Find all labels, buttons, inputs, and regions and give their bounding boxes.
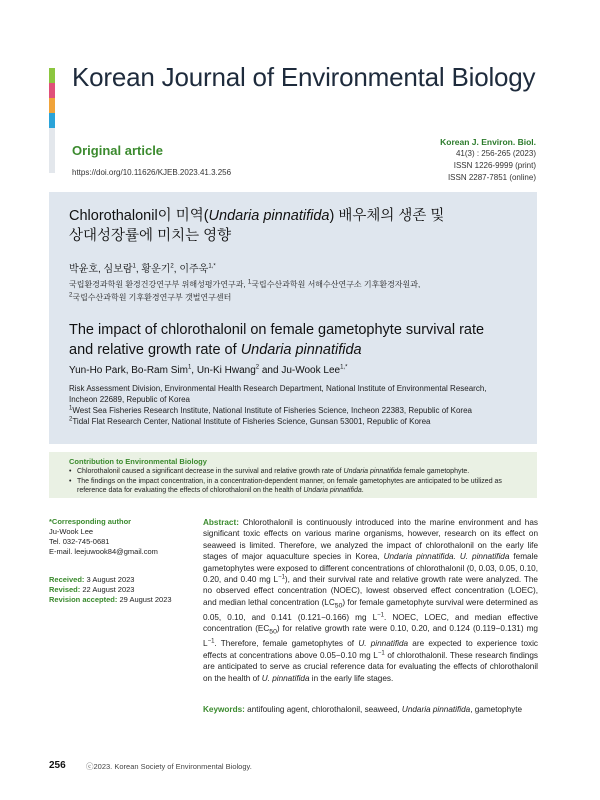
affiliation-mark: 1 xyxy=(247,279,252,286)
english-title xyxy=(69,320,529,360)
journal-color-bar xyxy=(49,68,55,173)
subscript: 50 xyxy=(269,628,277,636)
contribution-text: female gametophyte. xyxy=(401,468,470,475)
citation-block xyxy=(440,136,536,184)
affiliation-mark: 2 xyxy=(255,364,260,371)
color-segment-green xyxy=(49,68,55,83)
abstract-text: . Therefore, female gametophytes of xyxy=(214,639,359,649)
affiliation-mark: 2 xyxy=(69,292,73,299)
superscript: −1 xyxy=(278,574,285,581)
english-title-part: The impact of chlorothalonil on female gametophyte survival rate xyxy=(69,322,485,338)
copyright: ⓒ2023. Korean Society of Environmental Biology. xyxy=(86,762,252,771)
affiliation-text: 국립환경과학원 환경건강연구부 위해성평가연구과, xyxy=(69,280,248,289)
korean-authors xyxy=(69,260,216,275)
color-segment-orange xyxy=(49,98,55,113)
english-authors xyxy=(69,365,347,376)
contribution-list xyxy=(69,467,529,496)
affiliation-mark: 1 xyxy=(69,405,73,412)
species-name: U. pinnatifida xyxy=(358,639,409,649)
contribution-item xyxy=(69,467,529,477)
issn-print: ISSN 1226-9999 (print) xyxy=(453,161,536,170)
keywords-text: antifouling agent, chlorothalonil, seaweed, xyxy=(244,705,402,714)
date-value: 22 August 2023 xyxy=(80,585,135,594)
author-name: 박윤호, 심보람 xyxy=(69,264,133,275)
korean-title-part: 상대성장률에 미치는 영향 xyxy=(69,228,232,244)
date-value: 29 August 2023 xyxy=(117,595,172,604)
received-date xyxy=(49,575,189,585)
corresponding-author-email[interactable]: E-mail. leejuwook84@gmail.com xyxy=(49,547,158,556)
korean-title-part: ) 배우체의 생존 및 xyxy=(329,208,445,224)
contribution-text: . xyxy=(361,487,364,494)
keywords xyxy=(203,705,538,714)
volume-pages: 41(3) : 256-265 (2023) xyxy=(455,149,536,158)
abstract-text: in the early life stages. xyxy=(309,673,394,683)
keywords-text: , gametophyte xyxy=(470,705,523,714)
species-name: Undaria pinnatifida xyxy=(343,468,402,475)
species-name: Undaria pinnatifida xyxy=(240,342,362,358)
accepted-date xyxy=(49,595,189,605)
affiliation-line xyxy=(69,416,529,427)
abstract xyxy=(203,517,538,684)
article-dates xyxy=(49,575,189,605)
affiliation-text: Incheon 22689, Republic of Korea xyxy=(69,395,190,404)
corresponding-author-name: Ju-Wook Lee xyxy=(49,527,94,536)
abstract-text: . NOEC, LOEC, and median effective concentration (EC xyxy=(203,612,538,634)
contribution-heading: Contribution to Environmental Biology xyxy=(69,457,207,466)
affiliation-text: 국립수산과학원 기후환경연구부 갯벌연구센터 xyxy=(72,293,232,302)
article-type: Original article xyxy=(72,143,164,158)
english-affiliations xyxy=(69,383,529,427)
affiliation-mark: 2 xyxy=(69,416,73,423)
contribution-item xyxy=(69,477,529,496)
korean-title-part: Chlorothalonil이 미역( xyxy=(69,208,209,224)
abstract-label: Abstract: xyxy=(203,518,239,527)
abstract-text: ) for relative growth rate were 0.10, 0.20, and 0.124 (0.119−0.131) mg L xyxy=(203,624,538,649)
author-name: , Un-Ki Hwang xyxy=(191,365,256,376)
date-label: Revision accepted: xyxy=(49,595,118,604)
species-name: Undaria pinnatifida. U. pinnatifida xyxy=(383,552,510,562)
korean-title xyxy=(69,206,509,246)
affiliation-mark: 1 xyxy=(132,263,136,270)
affiliation-mark: 1,* xyxy=(340,364,348,371)
doi-link[interactable]: https://doi.org/10.11626/KJEB.2023.41.3.256 xyxy=(72,168,232,177)
affiliation-line xyxy=(69,405,529,416)
korean-affiliations xyxy=(69,278,519,304)
abstract-text: are expected to experience toxic effects at concentrations above 0.05−0.10 mg L xyxy=(203,639,539,660)
journal-title: Korean Journal of Environmental Biology xyxy=(72,62,536,92)
affiliation-mark: 1 xyxy=(187,364,192,371)
affiliation-text: Risk Assessment Division, Environmental Health Research Department, National Institute of Environmental Research, xyxy=(69,384,487,393)
author-name: and Ju-Wook Lee xyxy=(259,365,341,376)
journal-abbreviation: Korean J. Environ. Biol. xyxy=(440,137,536,147)
contribution-box xyxy=(49,452,537,498)
title-panel xyxy=(49,192,537,444)
corresponding-author-label: *Corresponding author xyxy=(49,517,132,526)
species-name: Undaria pinnatifida xyxy=(303,487,362,494)
abstract-text: female gametophytes were exposed to different concentrations of chlorothalonil (0, 0.03, 0.05, 0.10, 0.20, and 0.40 mg L xyxy=(203,552,538,585)
color-segment-grey xyxy=(49,128,55,143)
issn-online: ISSN 2287-7851 (online) xyxy=(447,173,536,182)
date-label: Revised: xyxy=(49,585,81,594)
page-number: 256 xyxy=(49,760,66,771)
superscript: −1 xyxy=(377,650,385,657)
contribution-text: Chlorothalonil caused a significant decrease in the survival and relative growth rate of xyxy=(77,468,344,475)
superscript: −1 xyxy=(377,612,384,619)
affiliation-mark: 2 xyxy=(170,263,174,270)
color-segment-grey xyxy=(49,143,55,158)
author-name: , 이주욱 xyxy=(173,264,209,275)
side-info xyxy=(49,517,189,605)
subscript: 50 xyxy=(334,602,343,610)
color-segment-blue xyxy=(49,113,55,128)
date-value: 3 August 2023 xyxy=(84,575,135,584)
abstract-text: Chlorothalonil is continuously introduced into the marine environment and has significant toxic effects on various marine organisms, however, research on its effect on seaweed is limited. Therefore, we analyzed the impact of chlorothalonil on the early life stages of major aquaculture species in Korea, xyxy=(203,518,538,562)
affiliation-text: West Sea Fisheries Research Institute, National Institute of Fisheries Science, Incheon 22383, Republic of Korea xyxy=(72,406,472,415)
abstract-text: of chlorothalonil. These research findings are anticipated to serve as crucial reference data for evaluating the effects of chlorothalonil on the health of xyxy=(203,650,538,683)
affiliation-text: Tidal Flat Research Center, National Institute of Fisheries Science, Gunsan 53001, Republic of Korea xyxy=(72,417,431,426)
species-name: U. pinnatifida xyxy=(261,673,310,683)
affiliation-mark: 1,* xyxy=(208,263,216,270)
affiliation-text: 국립수산과학원 서해수산연구소 기후환경자원과, xyxy=(251,280,421,289)
revised-date xyxy=(49,585,189,595)
date-label: Received: xyxy=(49,575,85,584)
abstract-text: ), and their survival rate and relative growth rate were analyzed. The no observed effect concentration (NOEC), lowest observed effect concentration (LOEC), and median lethal concentration (LC xyxy=(203,575,538,607)
author-name: Yun-Ho Park, Bo-Ram Sim xyxy=(69,365,188,376)
contribution-text: The findings on the impact concentration, in a concentration-dependent manner, on female gametophytes are anticipated to be utilized as reference data for evaluating the effects of chlorothalonil on the health of xyxy=(77,477,502,494)
english-title-part: and relative growth rate of xyxy=(69,342,241,358)
abstract-text: ) for female gametophyte survival were determined as 0.05, 0.10, and 0.141 (0.121−0.166) mg L xyxy=(203,597,538,622)
corresponding-author-tel: Tel. 032-745-0681 xyxy=(49,537,110,546)
color-segment-pink xyxy=(49,83,55,98)
superscript: −1 xyxy=(207,638,215,645)
species-name: Undaria pinnatifida xyxy=(401,705,471,714)
color-segment-grey xyxy=(49,158,55,173)
species-name: Undaria pinnatifida xyxy=(208,208,330,224)
author-name: , 황운기 xyxy=(135,264,171,275)
keywords-label: Keywords: xyxy=(203,705,245,714)
